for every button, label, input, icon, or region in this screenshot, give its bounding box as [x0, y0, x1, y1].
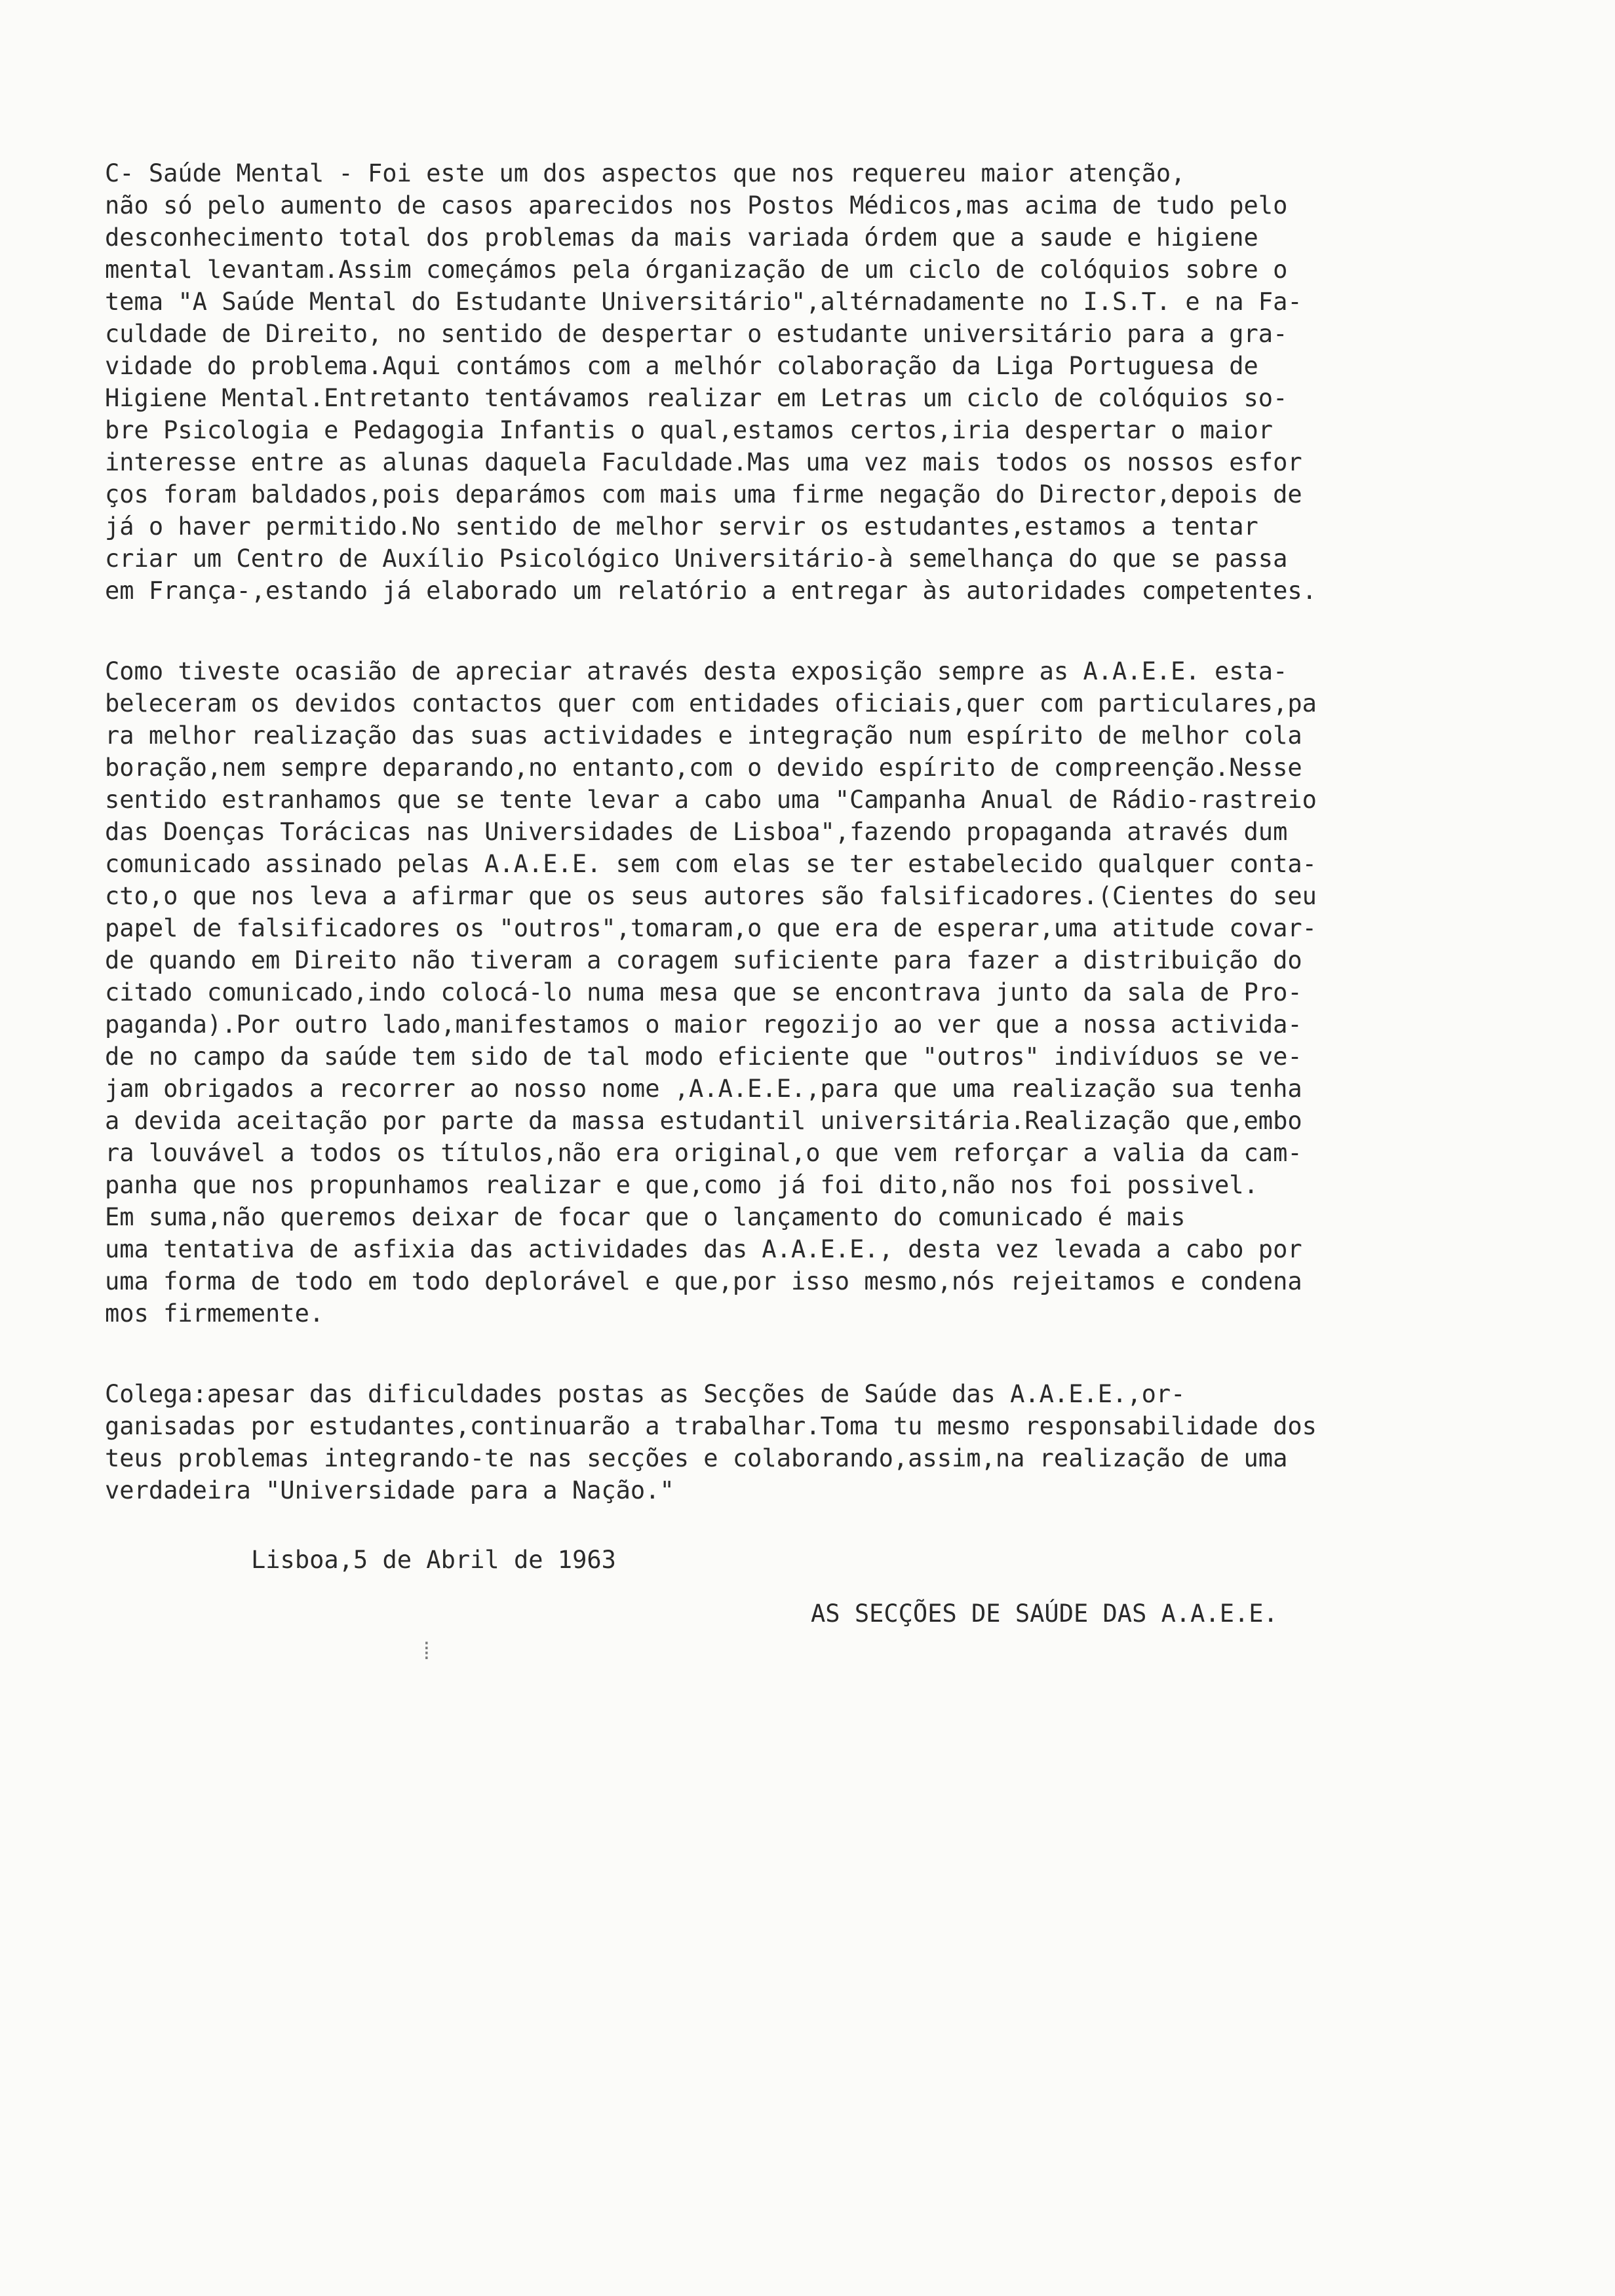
- text-line: culdade de Direito, no sentido de despertar o estudante universitário para a gra-: [105, 320, 1288, 348]
- text-line: desconhecimento total dos problemas da mais variada órdem que a saude e higiene: [105, 223, 1258, 252]
- text-line: verdadeira "Universidade para a Nação.": [105, 1476, 674, 1504]
- text-line: paganda).Por outro lado,manifestamos o maior regozijo ao ver que a nossa activida-: [105, 1010, 1302, 1039]
- text-line: das Doenças Torácicas nas Universidades de Lisboa",fazendo propaganda através dum: [105, 818, 1288, 846]
- smudge-mark: ⁞: [419, 1638, 434, 1665]
- text-line: teus problemas integrando-te nas secções e colaborando,assim,na realização de uma: [105, 1444, 1288, 1472]
- text-line: C- Saúde Mental - Foi este um dos aspectos que nos requereu maior atenção,: [105, 159, 1186, 187]
- text-line: a devida aceitação por parte da massa estudantil universitária.Realização que,embo: [105, 1107, 1302, 1135]
- text-line: Colega:apesar das dificuldades postas as Secções de Saúde das A.A.E.E.,or-: [105, 1380, 1186, 1408]
- text-line: em França-,estando já elaborado um relatório a entregar às autoridades competentes.: [105, 577, 1317, 605]
- place-and-date: Lisboa,5 de Abril de 1963: [251, 1546, 616, 1574]
- text-line: de quando em Direito não tiveram a coragem suficiente para fazer a distribuição do: [105, 946, 1302, 974]
- text-line: vidade do problema.Aqui contámos com a melhór colaboração da Liga Portuguesa de: [105, 352, 1258, 380]
- text-line: tema "A Saúde Mental do Estudante Universitário",altérnadamente no I.S.T. e na Fa-: [105, 288, 1302, 316]
- text-line: Como tiveste ocasião de apreciar através desta exposição sempre as A.A.E.E. esta-: [105, 657, 1288, 685]
- text-line: de no campo da saúde tem sido de tal modo eficiente que "outros" indivíduos se ve-: [105, 1043, 1302, 1071]
- text-line: ços foram baldados,pois deparámos com mais uma firme negação do Director,depois de: [105, 480, 1302, 508]
- text-line: ra melhor realização das suas actividades e integração num espírito de melhor cola: [105, 721, 1302, 750]
- text-line: sentido estranhamos que se tente levar a cabo uma "Campanha Anual de Rádio-rastreio: [105, 786, 1317, 814]
- text-line: mos firmemente.: [105, 1299, 324, 1328]
- text-line: cto,o que nos leva a afirmar que os seus autores são falsificadores.(Cientes do seu: [105, 882, 1317, 910]
- text-line: interesse entre as alunas daquela Faculdade.Mas uma vez mais todos os nossos esfor: [105, 448, 1302, 476]
- text-line: já o haver permitido.No sentido de melhor servir os estudantes,estamos a tentar: [105, 512, 1258, 541]
- text-line: uma tentativa de asfixia das actividades das A.A.E.E., desta vez levada a cabo por: [105, 1235, 1302, 1263]
- text-line: mental levantam.Assim começámos pela órganização de um ciclo de colóquios sobre o: [105, 256, 1288, 284]
- text-line: ra louvável a todos os títulos,não era original,o que vem reforçar a valia da cam-: [105, 1139, 1302, 1167]
- text-line: Em suma,não queremos deixar de focar que o lançamento do comunicado é mais: [105, 1203, 1186, 1231]
- text-line: jam obrigados a recorrer ao nosso nome ,A.A.E.E.,para que uma realização sua tenha: [105, 1075, 1302, 1103]
- signature: AS SECÇÕES DE SAÚDE DAS A.A.E.E.: [811, 1599, 1278, 1628]
- text-line: bre Psicologia e Pedagogia Infantis o qual,estamos certos,iria despertar o maior: [105, 416, 1274, 444]
- text-line: uma forma de todo em todo deplorável e que,por isso mesmo,nós rejeitamos e condena: [105, 1267, 1302, 1295]
- text-line: citado comunicado,indo colocá-lo numa mesa que se encontrava junto da sala de Pro-: [105, 978, 1302, 1006]
- text-line: papel de falsificadores os "outros",tomaram,o que era de esperar,uma atitude covar-: [105, 914, 1317, 942]
- text-line: beleceram os devidos contactos quer com entidades oficiais,quer com particulares,pa: [105, 689, 1317, 718]
- text-line: Higiene Mental.Entretanto tentávamos realizar em Letras um ciclo de colóquios so-: [105, 384, 1288, 412]
- text-line: não só pelo aumento de casos aparecidos nos Postos Médicos,mas acima de tudo pelo: [105, 191, 1288, 220]
- text-line: boração,nem sempre deparando,no entanto,com o devido espírito de compreenção.Nesse: [105, 754, 1302, 782]
- text-line: criar um Centro de Auxílio Psicológico Universitário-à semelhança do que se passa: [105, 545, 1288, 573]
- text-line: comunicado assinado pelas A.A.E.E. sem com elas se ter estabelecido qualquer conta-: [105, 850, 1317, 878]
- text-line: ganisadas por estudantes,continuarão a trabalhar.Toma tu mesmo responsabilidade dos: [105, 1412, 1317, 1440]
- text-line: panha que nos propunhamos realizar e que,como já foi dito,não nos foi possivel.: [105, 1171, 1258, 1199]
